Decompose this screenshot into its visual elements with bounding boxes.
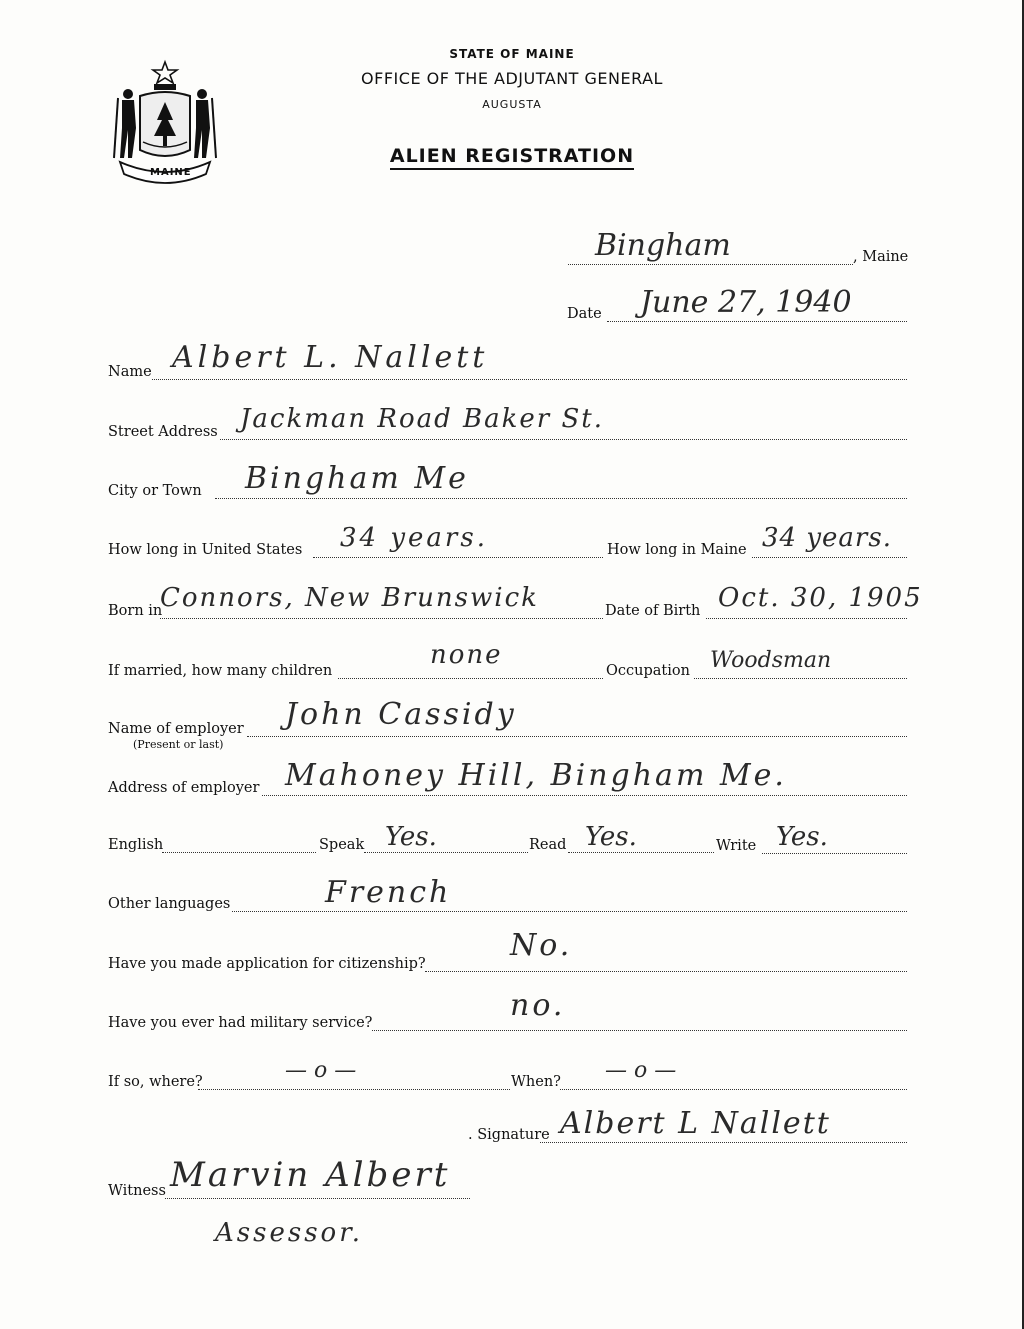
write-entry: Yes. bbox=[776, 822, 828, 852]
citizenship-line bbox=[425, 971, 907, 972]
military-line bbox=[372, 1030, 907, 1031]
street-entry: Jackman Road Baker St. bbox=[240, 404, 605, 434]
where-label: If so, where? bbox=[108, 1074, 203, 1090]
speak-entry: Yes. bbox=[385, 822, 437, 852]
where-entry: — o — bbox=[285, 1058, 357, 1083]
employer-line bbox=[247, 736, 907, 737]
when-label: When? bbox=[511, 1074, 561, 1090]
occupation-line bbox=[694, 678, 907, 679]
us-time-line bbox=[313, 557, 603, 558]
occupation-entry: Woodsman bbox=[710, 648, 832, 673]
read-label: Read bbox=[529, 837, 567, 853]
citizenship-label: Have you made application for citizenship? bbox=[108, 956, 426, 972]
seal-banner-text: MAINE bbox=[150, 167, 192, 178]
name-entry: Albert L. Nallett bbox=[172, 340, 489, 375]
children-label: If married, how many children bbox=[108, 663, 333, 679]
signature-label: .​ Signature bbox=[468, 1127, 550, 1143]
born-entry: Connors, New Brunswick bbox=[160, 583, 539, 613]
speak-line bbox=[364, 852, 528, 853]
maine-label: , Maine bbox=[853, 249, 909, 265]
born-line bbox=[160, 618, 603, 619]
children-line bbox=[338, 678, 603, 679]
town-line bbox=[568, 264, 853, 265]
date-line bbox=[607, 321, 907, 322]
when-line bbox=[560, 1089, 907, 1090]
witness-entry: Marvin Albert bbox=[170, 1155, 451, 1195]
born-label: Born in bbox=[108, 603, 163, 619]
witness-title-entry: Assessor. bbox=[215, 1218, 364, 1248]
header-office: OFFICE OF THE ADJUTANT GENERAL bbox=[361, 69, 663, 88]
street-line bbox=[220, 439, 907, 440]
other-languages-entry: French bbox=[325, 875, 452, 910]
name-label: Name bbox=[108, 364, 152, 380]
employer-label: Name of employer bbox=[108, 721, 244, 737]
english-line bbox=[162, 852, 316, 853]
city-label: City or Town bbox=[108, 483, 202, 499]
date-label: Date bbox=[567, 306, 602, 322]
children-entry: none bbox=[430, 640, 503, 670]
military-label: Have you ever had military service? bbox=[108, 1015, 373, 1031]
maine-time-label: How long in Maine bbox=[607, 542, 747, 558]
dob-entry: Oct. 30, 1905 bbox=[718, 583, 923, 613]
witness-label: Witness bbox=[108, 1183, 166, 1199]
employer-address-entry: Mahoney Hill, Bingham Me. bbox=[285, 758, 787, 793]
military-entry: no. bbox=[510, 988, 566, 1023]
other-languages-line bbox=[232, 911, 907, 912]
where-line bbox=[198, 1089, 510, 1090]
dob-label: Date of Birth bbox=[605, 603, 701, 619]
street-label: Street Address bbox=[108, 424, 218, 440]
read-line bbox=[568, 852, 714, 853]
occupation-label: Occupation bbox=[606, 663, 690, 679]
signature-entry: Albert L Nallett bbox=[560, 1106, 831, 1141]
employer-sub-label: (Present or last) bbox=[133, 738, 224, 751]
employer-entry: John Cassidy bbox=[285, 697, 517, 732]
write-line bbox=[762, 853, 907, 854]
citizenship-entry: No. bbox=[510, 928, 573, 963]
date-entry: June 27, 1940 bbox=[640, 285, 852, 320]
header-city: AUGUSTA bbox=[482, 98, 542, 111]
employer-address-line bbox=[262, 795, 907, 796]
us-time-entry: 34 years. bbox=[340, 523, 488, 553]
form-title: ALIEN REGISTRATION bbox=[0, 145, 1024, 167]
header-state: STATE OF MAINE bbox=[449, 47, 575, 61]
signature-line bbox=[540, 1142, 907, 1143]
city-line bbox=[215, 498, 907, 499]
employer-address-label: Address of employer bbox=[108, 780, 260, 796]
us-time-label: How long in United States bbox=[108, 542, 303, 558]
name-line bbox=[152, 379, 907, 380]
witness-line bbox=[165, 1198, 470, 1199]
town-entry: Bingham bbox=[595, 228, 731, 263]
dob-line bbox=[706, 618, 907, 619]
speak-label: Speak bbox=[319, 837, 365, 853]
when-entry: — o — bbox=[605, 1058, 677, 1083]
maine-time-entry: 34 years. bbox=[762, 523, 892, 553]
city-entry: Bingham Me bbox=[245, 461, 469, 496]
other-languages-label: Other languages bbox=[108, 896, 231, 912]
english-label: English bbox=[108, 837, 164, 853]
maine-time-line bbox=[752, 557, 907, 558]
write-label: Write bbox=[716, 838, 757, 854]
read-entry: Yes. bbox=[585, 822, 637, 852]
